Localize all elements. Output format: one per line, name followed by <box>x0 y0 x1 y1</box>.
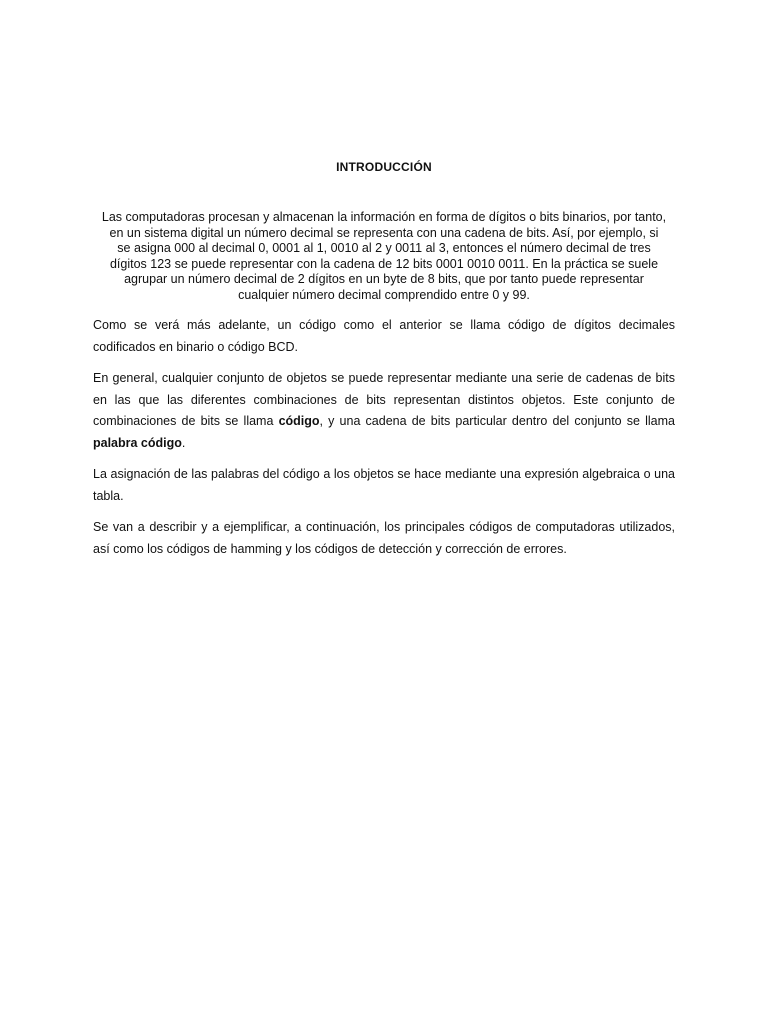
paragraph-general-text: . <box>181 435 186 450</box>
page-title: INTRODUCCIÓN <box>336 160 432 174</box>
term-palabra-codigo: palabra código <box>93 435 182 450</box>
intro-line: cualquier número decimal comprendido entre 0 y 99. <box>238 287 530 302</box>
paragraph-general <box>93 368 675 454</box>
intro-line: se asigna 000 al decimal 0, 0001 al 1, 0010 al 2 y 0011 al 3, entonces el número decimal de tres <box>117 241 651 256</box>
intro-line: en un sistema digital un número decimal se representa con una cadena de bits. Así, por ejemplo, si <box>109 225 659 240</box>
intro-line: Las computadoras procesan y almacenan la información en forma de dígitos o bits binarios, por tanto, <box>101 210 667 224</box>
paragraph-bcd: Como se verá más adelante, un código como el anterior se llama código de dígitos decimales codificados en binario o código BCD. <box>93 318 675 354</box>
paragraph-general-text: , y una cadena de bits particular dentro del conjunto se llama <box>319 414 675 428</box>
term-codigo: código <box>278 414 320 428</box>
paragraph-general-text: En general, cualquier conjunto de objetos se puede representar mediante una serie de cadenas de bits en las que las diferentes combinaciones de bits representan distintos objetos. Este conjunto de combinaciones de bits se llama <box>93 371 675 428</box>
intro-line: agrupar un número decimal de 2 dígitos en un byte de 8 bits, que por tanto puede representar <box>124 272 644 287</box>
paragraph-describir: Se van a describir y a ejemplificar, a continuación, los principales códigos de computadoras utilizados, así como los códigos de hamming y los códigos de detección y corrección de errores. <box>93 520 675 556</box>
intro-paragraph <box>88 210 680 304</box>
intro-line: dígitos 123 se puede representar con la cadena de 12 bits 0001 0010 0011. En la práctica se suele <box>109 256 659 271</box>
paragraph-asignacion: La asignación de las palabras del código a los objetos se hace mediante una expresión algebraica o una tabla. <box>93 467 675 503</box>
body-text <box>93 315 675 570</box>
